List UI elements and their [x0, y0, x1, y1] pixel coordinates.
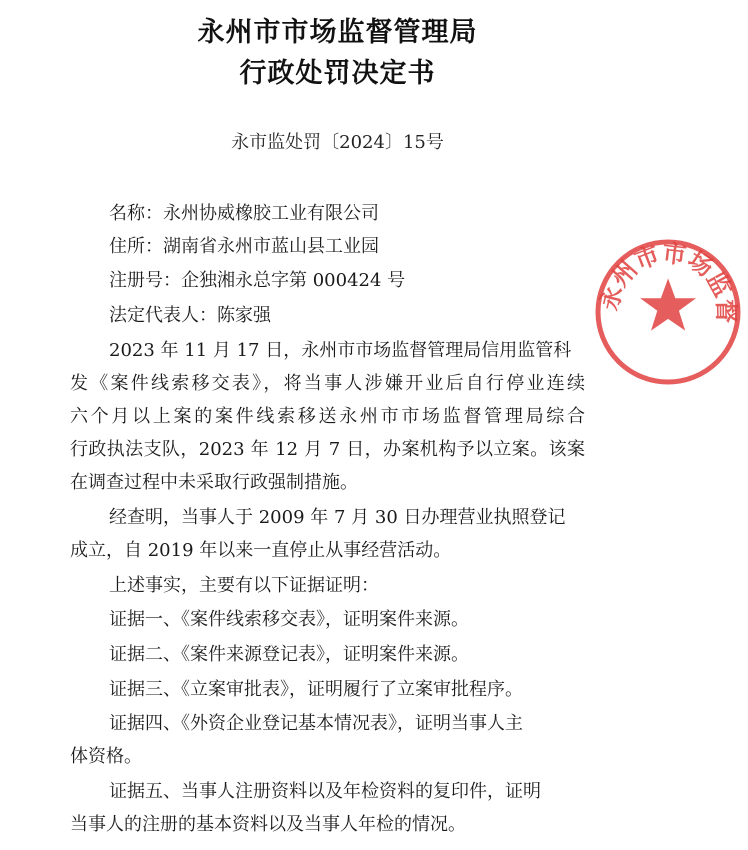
document-number: 永市监处罚〔2024〕15号	[231, 132, 444, 153]
paragraph2-line: 经查明，当事人于 2009 年 7 月 30 日办理营业执照登记	[109, 507, 566, 528]
party-legal-representative: 法定代表人：陈家强	[109, 305, 271, 326]
evidence-item: 当事人的注册的基本资料以及当事人年检的情况。	[70, 814, 466, 835]
document-title-line2: 行政处罚决定书	[239, 58, 436, 89]
evidence-item: 证据三、《立案审批表》，证明履行了立案审批程序。	[109, 679, 523, 700]
document-title-line1: 永州市市场监督管理局	[197, 17, 478, 48]
party-name: 名称：永州协威橡胶工业有限公司	[109, 203, 379, 224]
seal-star-icon	[640, 278, 696, 330]
evidence-item: 证据一、《案件线索移交表》，证明案件来源。	[109, 609, 469, 630]
paragraph2-line: 成立，自 2019 年以来一直停止从事经营活动。	[70, 540, 452, 561]
evidence-item: 证据二、《案件来源登记表》，证明案件来源。	[109, 644, 469, 665]
evidence-item: 体资格。	[70, 746, 142, 767]
paragraph1-line: 六个月以上案的案件线索移送永州市市场监督管理局综合	[70, 406, 585, 427]
seal-text: 永州市市场监督	[595, 239, 741, 324]
paragraph1-line: 2023 年 11 月 17 日，永州市市场监督管理局信用监管科	[109, 340, 572, 361]
evidence-item: 证据五、当事人注册资料以及年检资料的复印件，证明	[109, 781, 541, 802]
evidence-item: 证据四、《外资企业登记基本情况表》，证明当事人主	[109, 713, 523, 734]
paragraph1-line: 行政执法支队，2023 年 12 月 7 日，办案机构予以立案。该案	[70, 439, 585, 460]
paragraph1-line: 发《案件线索移交表》，将当事人涉嫌开业后自行停业连续	[70, 373, 585, 394]
party-registration-number: 注册号：企独湘永总字第 000424 号	[109, 270, 406, 291]
official-seal	[588, 232, 748, 392]
evidence-intro: 上述事实，主要有以下证据证明：	[109, 575, 379, 596]
paragraph1-line: 在调查过程中未采取行政强制措施。	[70, 472, 358, 493]
party-address: 住所：湖南省永州市蓝山县工业园	[109, 236, 379, 257]
